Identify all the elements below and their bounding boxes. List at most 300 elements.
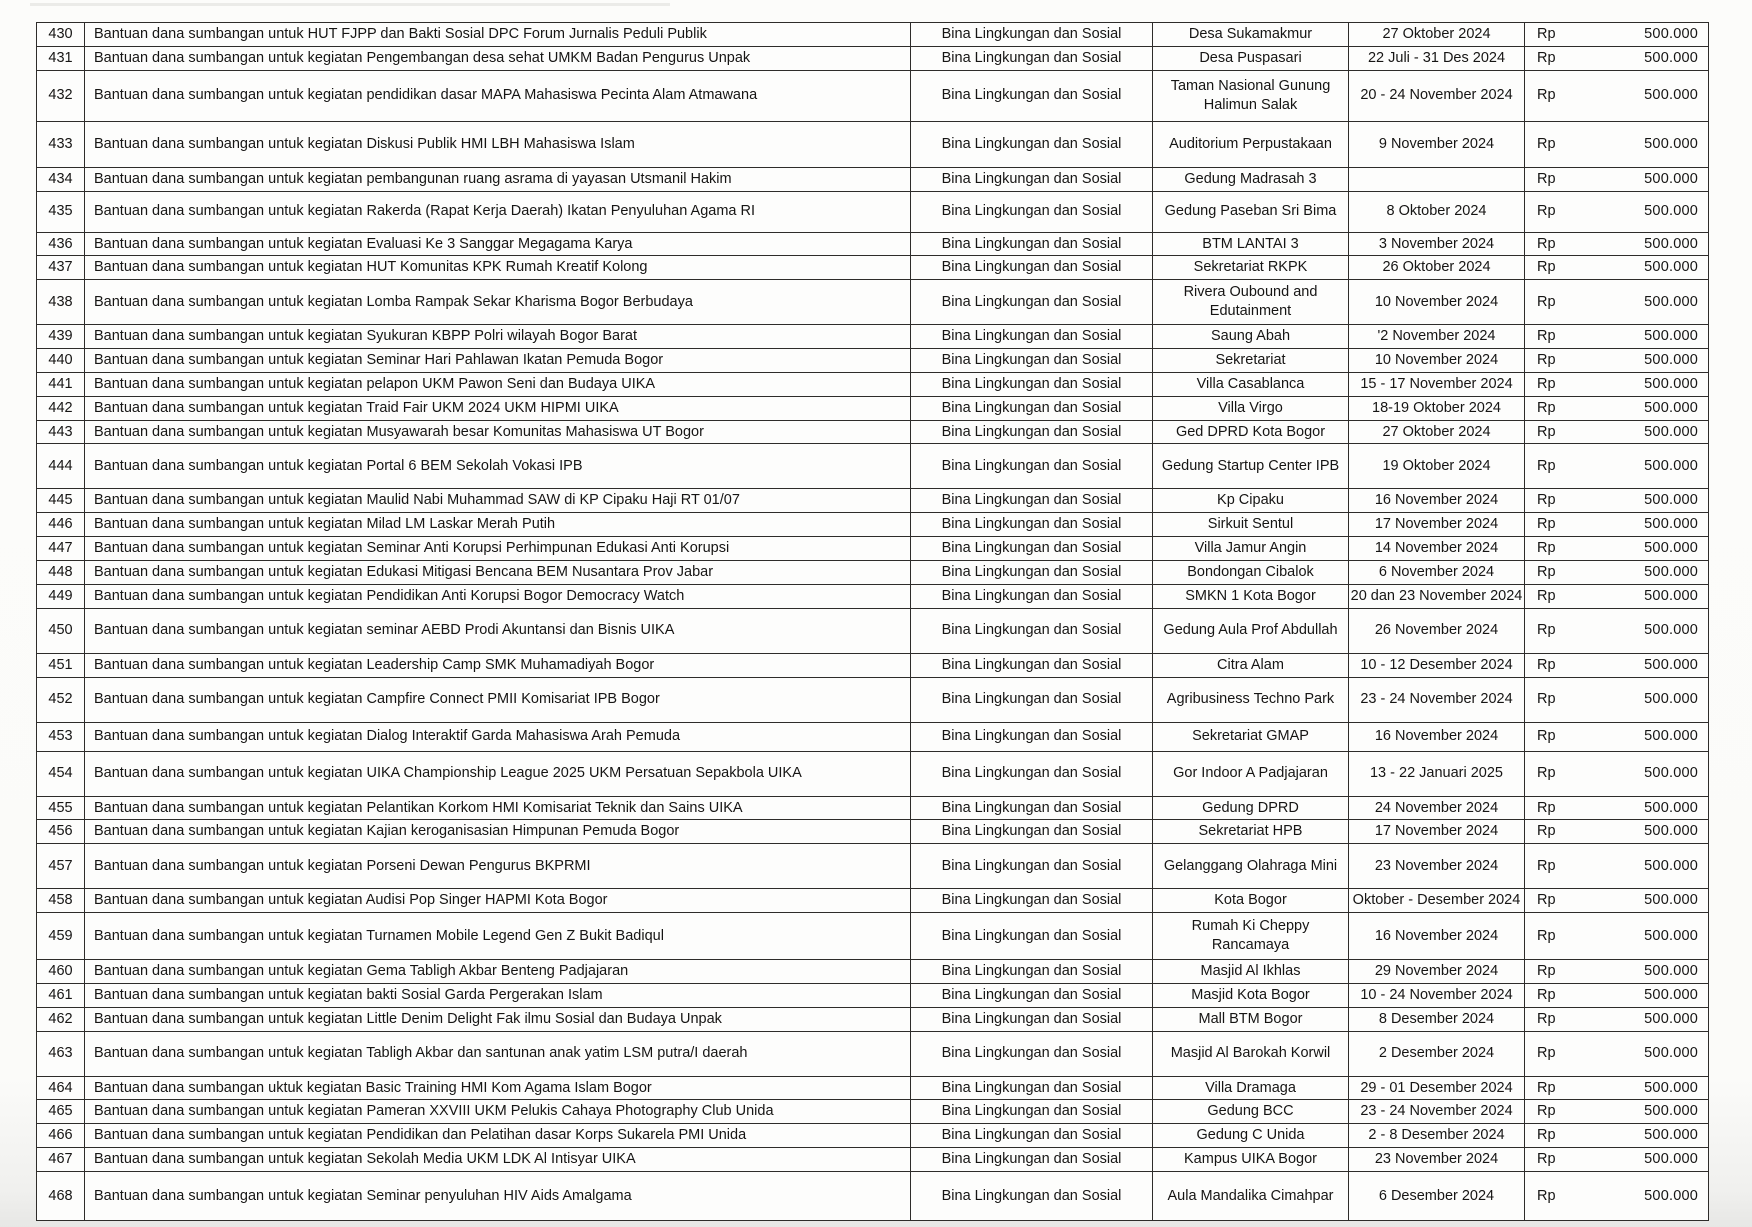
- currency-label: Rp: [1537, 492, 1556, 509]
- row-description-cell: Bantuan dana sumbangan untuk kegiatan seminar AEBD Prodi Akuntansi dan Bisnis UIKA: [85, 608, 911, 653]
- table-row: [37, 489, 1709, 513]
- currency-label: Rp: [1537, 587, 1556, 604]
- row-date-cell: 24 November 2024: [1349, 796, 1525, 820]
- row-amount-cell: [1525, 560, 1709, 584]
- row-category-cell: Bina Lingkungan dan Sosial: [911, 232, 1153, 256]
- row-amount-cell: [1525, 796, 1709, 820]
- table-row: [37, 444, 1709, 489]
- row-number-cell: 446: [37, 513, 85, 537]
- row-description-cell: Bantuan dana sumbangan untuk kegiatan pembangunan ruang asrama di yayasan Utsmanil Hakim: [85, 167, 911, 191]
- row-description-cell: Bantuan dana sumbangan untuk kegiatan Rakerda (Rapat Kerja Daerah) Ikatan Penyuluhan Agama RI: [85, 191, 911, 232]
- row-number-cell: 466: [37, 1124, 85, 1148]
- row-date-cell: 23 November 2024: [1349, 1148, 1525, 1172]
- row-category-cell: Bina Lingkungan dan Sosial: [911, 191, 1153, 232]
- currency-label: Rp: [1537, 352, 1556, 369]
- row-date-cell: 20 dan 23 November 2024: [1349, 584, 1525, 608]
- row-location-cell: Desa Puspasari: [1153, 46, 1349, 70]
- amount-wrapper: [1525, 621, 1708, 640]
- row-category-cell: Bina Lingkungan dan Sosial: [911, 1124, 1153, 1148]
- row-amount-cell: [1525, 232, 1709, 256]
- row-category-cell: Bina Lingkungan dan Sosial: [911, 889, 1153, 913]
- amount-value: 500.000: [1644, 1151, 1698, 1168]
- amount-wrapper: [1525, 690, 1708, 709]
- amount-wrapper: [1525, 962, 1708, 981]
- row-date-cell: 26 Oktober 2024: [1349, 256, 1525, 280]
- amount-value: 500.000: [1644, 1045, 1698, 1062]
- row-date-cell: 6 November 2024: [1349, 560, 1525, 584]
- row-number-cell: 441: [37, 372, 85, 396]
- row-description-cell: Bantuan dana sumbangan untuk kegiatan UIKA Championship League 2025 UKM Persatuan Sepakbola UIKA: [85, 751, 911, 796]
- currency-label: Rp: [1537, 1127, 1556, 1144]
- row-amount-cell: [1525, 372, 1709, 396]
- amount-value: 500.000: [1644, 1187, 1698, 1204]
- amount-value: 500.000: [1644, 823, 1698, 840]
- row-location-cell: Villa Dramaga: [1153, 1076, 1349, 1100]
- row-location-cell: Gedung Aula Prof Abdullah: [1153, 608, 1349, 653]
- row-category-cell: Bina Lingkungan dan Sosial: [911, 46, 1153, 70]
- currency-label: Rp: [1537, 170, 1556, 187]
- row-description-cell: Bantuan dana sumbangan untuk kegiatan Pelantikan Korkom HMI Komisariat Teknik dan Sains UIKA: [85, 796, 911, 820]
- row-amount-cell: [1525, 1076, 1709, 1100]
- row-location-cell: Citra Alam: [1153, 653, 1349, 677]
- row-category-cell: Bina Lingkungan dan Sosial: [911, 1007, 1153, 1031]
- row-description-cell: Bantuan dana sumbangan untuk kegiatan Diskusi Publik HMI LBH Mahasiswa Islam: [85, 121, 911, 167]
- row-number-cell: 440: [37, 349, 85, 373]
- amount-wrapper: [1525, 656, 1708, 675]
- table-row: [37, 722, 1709, 751]
- amount-wrapper: [1525, 822, 1708, 841]
- row-description-cell: Bantuan dana sumbangan untuk kegiatan Leadership Camp SMK Muhamadiyah Bogor: [85, 653, 911, 677]
- row-category-cell: Bina Lingkungan dan Sosial: [911, 751, 1153, 796]
- row-number-cell: 436: [37, 232, 85, 256]
- currency-label: Rp: [1537, 927, 1556, 944]
- row-number-cell: 455: [37, 796, 85, 820]
- row-category-cell: Bina Lingkungan dan Sosial: [911, 420, 1153, 444]
- amount-value: 500.000: [1644, 765, 1698, 782]
- row-description-cell: Bantuan dana sumbangan untuk kegiatan Pendidikan dan Pelatihan dasar Korps Sukarela PMI Unida: [85, 1124, 911, 1148]
- currency-label: Rp: [1537, 235, 1556, 252]
- amount-value: 500.000: [1644, 892, 1698, 909]
- row-date-cell: Oktober - Desember 2024: [1349, 889, 1525, 913]
- amount-value: 500.000: [1644, 203, 1698, 220]
- row-location-cell: Sirkuit Sentul: [1153, 513, 1349, 537]
- currency-label: Rp: [1537, 328, 1556, 345]
- row-location-cell: Sekretariat GMAP: [1153, 722, 1349, 751]
- row-amount-cell: [1525, 444, 1709, 489]
- row-number-cell: 430: [37, 23, 85, 47]
- amount-value: 500.000: [1644, 799, 1698, 816]
- row-description-cell: Bantuan dana sumbangan untuk kegiatan Edukasi Mitigasi Bencana BEM Nusantara Prov Jabar: [85, 560, 911, 584]
- currency-label: Rp: [1537, 87, 1556, 104]
- row-number-cell: 442: [37, 396, 85, 420]
- row-amount-cell: [1525, 167, 1709, 191]
- currency-label: Rp: [1537, 458, 1556, 475]
- amount-wrapper: [1525, 927, 1708, 946]
- row-date-cell: 23 November 2024: [1349, 844, 1525, 889]
- row-number-cell: 435: [37, 191, 85, 232]
- table-row: [37, 46, 1709, 70]
- row-location-cell: Gedung C Unida: [1153, 1124, 1349, 1148]
- amount-value: 500.000: [1644, 328, 1698, 345]
- amount-value: 500.000: [1644, 259, 1698, 276]
- row-location-cell: Kota Bogor: [1153, 889, 1349, 913]
- row-amount-cell: [1525, 1031, 1709, 1076]
- row-date-cell: 10 - 12 Desember 2024: [1349, 653, 1525, 677]
- row-location-cell: Kampus UIKA Bogor: [1153, 1148, 1349, 1172]
- row-category-cell: Bina Lingkungan dan Sosial: [911, 513, 1153, 537]
- row-number-cell: 458: [37, 889, 85, 913]
- amount-value: 500.000: [1644, 656, 1698, 673]
- amount-wrapper: [1525, 1010, 1708, 1029]
- currency-label: Rp: [1537, 1103, 1556, 1120]
- row-category-cell: Bina Lingkungan dan Sosial: [911, 722, 1153, 751]
- row-description-cell: Bantuan dana sumbangan untuk kegiatan Kajian keroganisasian Himpunan Pemuda Bogor: [85, 820, 911, 844]
- table-row: [37, 608, 1709, 653]
- table-row: [37, 1031, 1709, 1076]
- row-number-cell: 443: [37, 420, 85, 444]
- row-number-cell: 433: [37, 121, 85, 167]
- currency-label: Rp: [1537, 563, 1556, 580]
- row-category-cell: Bina Lingkungan dan Sosial: [911, 584, 1153, 608]
- row-number-cell: 451: [37, 653, 85, 677]
- amount-wrapper: [1525, 327, 1708, 346]
- row-description-cell: Bantuan dana sumbangan untuk kegiatan Seminar penyuluhan HIV Aids Amalgama: [85, 1171, 911, 1220]
- row-amount-cell: [1525, 513, 1709, 537]
- row-location-cell: Rivera Oubound and Edutainment: [1153, 280, 1349, 325]
- currency-label: Rp: [1537, 26, 1556, 42]
- row-description-cell: Bantuan dana sumbangan untuk kegiatan Sekolah Media UKM LDK Al Intisyar UIKA: [85, 1148, 911, 1172]
- row-description-cell: Bantuan dana sumbangan uktuk kegiatan Basic Training HMI Kom Agama Islam Bogor: [85, 1076, 911, 1100]
- table-row: [37, 121, 1709, 167]
- row-date-cell: 19 Oktober 2024: [1349, 444, 1525, 489]
- row-location-cell: Taman Nasional Gunung Halimun Salak: [1153, 70, 1349, 121]
- row-number-cell: 448: [37, 560, 85, 584]
- amount-value: 500.000: [1644, 622, 1698, 639]
- row-amount-cell: [1525, 608, 1709, 653]
- row-location-cell: Gedung BCC: [1153, 1100, 1349, 1124]
- row-date-cell: 29 - 01 Desember 2024: [1349, 1076, 1525, 1100]
- row-description-cell: Bantuan dana sumbangan untuk kegiatan pelapon UKM Pawon Seni dan Budaya UIKA: [85, 372, 911, 396]
- currency-label: Rp: [1537, 1151, 1556, 1168]
- table-row: [37, 751, 1709, 796]
- amount-value: 500.000: [1644, 1103, 1698, 1120]
- row-amount-cell: [1525, 256, 1709, 280]
- row-description-cell: Bantuan dana sumbangan untuk kegiatan Traid Fair UKM 2024 UKM HIPMI UIKA: [85, 396, 911, 420]
- row-location-cell: Villa Jamur Angin: [1153, 537, 1349, 561]
- amount-value: 500.000: [1644, 458, 1698, 475]
- row-amount-cell: [1525, 983, 1709, 1007]
- row-amount-cell: [1525, 191, 1709, 232]
- row-number-cell: 456: [37, 820, 85, 844]
- amount-wrapper: [1525, 293, 1708, 312]
- row-description-cell: Bantuan dana sumbangan untuk kegiatan Tabligh Akbar dan santunan anak yatim LSM putra/I daerah: [85, 1031, 911, 1076]
- row-category-cell: Bina Lingkungan dan Sosial: [911, 372, 1153, 396]
- row-date-cell: 10 November 2024: [1349, 280, 1525, 325]
- row-date-cell: 20 - 24 November 2024: [1349, 70, 1525, 121]
- currency-label: Rp: [1537, 986, 1556, 1003]
- row-location-cell: Masjid Kota Bogor: [1153, 983, 1349, 1007]
- row-date-cell: 16 November 2024: [1349, 489, 1525, 513]
- row-amount-cell: [1525, 722, 1709, 751]
- amount-wrapper: [1525, 258, 1708, 277]
- table-row: [37, 1124, 1709, 1148]
- row-amount-cell: [1525, 537, 1709, 561]
- amount-wrapper: [1525, 49, 1708, 68]
- currency-label: Rp: [1537, 203, 1556, 220]
- table-row: [37, 1076, 1709, 1100]
- row-date-cell: 14 November 2024: [1349, 537, 1525, 561]
- row-description-cell: Bantuan dana sumbangan untuk kegiatan Milad LM Laskar Merah Putih: [85, 513, 911, 537]
- row-amount-cell: [1525, 913, 1709, 960]
- table-row: [37, 560, 1709, 584]
- row-description-cell: Bantuan dana sumbangan untuk kegiatan Pengembangan desa sehat UMKM Badan Pengurus Unpak: [85, 46, 911, 70]
- amount-wrapper: [1525, 135, 1708, 154]
- row-location-cell: Saung Abah: [1153, 325, 1349, 349]
- amount-wrapper: [1525, 170, 1708, 189]
- row-date-cell: 13 - 22 Januari 2025: [1349, 751, 1525, 796]
- amount-value: 500.000: [1644, 293, 1698, 310]
- row-description-cell: Bantuan dana sumbangan untuk HUT FJPP dan Bakti Sosial DPC Forum Jurnalis Peduli Publik: [85, 23, 911, 47]
- row-amount-cell: [1525, 844, 1709, 889]
- currency-label: Rp: [1537, 293, 1556, 310]
- row-category-cell: Bina Lingkungan dan Sosial: [911, 796, 1153, 820]
- amount-value: 500.000: [1644, 135, 1698, 152]
- table-row: [37, 983, 1709, 1007]
- amount-wrapper: [1525, 1150, 1708, 1169]
- row-category-cell: Bina Lingkungan dan Sosial: [911, 167, 1153, 191]
- row-location-cell: SMKN 1 Kota Bogor: [1153, 584, 1349, 608]
- amount-wrapper: [1525, 986, 1708, 1005]
- row-number-cell: 439: [37, 325, 85, 349]
- table-row: [37, 1007, 1709, 1031]
- amount-wrapper: [1525, 1079, 1708, 1098]
- currency-label: Rp: [1537, 399, 1556, 416]
- row-date-cell: [1349, 167, 1525, 191]
- row-date-cell: 9 November 2024: [1349, 121, 1525, 167]
- row-date-cell: 8 Desember 2024: [1349, 1007, 1525, 1031]
- amount-wrapper: [1525, 86, 1708, 105]
- currency-label: Rp: [1537, 728, 1556, 745]
- row-location-cell: Sekretariat HPB: [1153, 820, 1349, 844]
- table-row: [37, 677, 1709, 722]
- row-category-cell: Bina Lingkungan dan Sosial: [911, 560, 1153, 584]
- row-location-cell: Agribusiness Techno Park: [1153, 677, 1349, 722]
- currency-label: Rp: [1537, 691, 1556, 708]
- row-number-cell: 454: [37, 751, 85, 796]
- currency-label: Rp: [1537, 857, 1556, 874]
- amount-wrapper: [1525, 587, 1708, 606]
- row-number-cell: 437: [37, 256, 85, 280]
- row-location-cell: Auditorium Perpustakaan: [1153, 121, 1349, 167]
- row-number-cell: 467: [37, 1148, 85, 1172]
- row-date-cell: 27 Oktober 2024: [1349, 420, 1525, 444]
- amount-value: 500.000: [1644, 1010, 1698, 1027]
- row-category-cell: Bina Lingkungan dan Sosial: [911, 325, 1153, 349]
- table-row: [37, 960, 1709, 984]
- row-number-cell: 447: [37, 537, 85, 561]
- row-description-cell: Bantuan dana sumbangan untuk kegiatan Pendidikan Anti Korupsi Bogor Democracy Watch: [85, 584, 911, 608]
- row-category-cell: Bina Lingkungan dan Sosial: [911, 23, 1153, 47]
- row-date-cell: 15 - 17 November 2024: [1349, 372, 1525, 396]
- donation-ledger-table: [36, 22, 1709, 1221]
- amount-wrapper: [1525, 515, 1708, 534]
- row-amount-cell: [1525, 280, 1709, 325]
- amount-value: 500.000: [1644, 170, 1698, 187]
- amount-wrapper: [1525, 351, 1708, 370]
- row-date-cell: 10 November 2024: [1349, 349, 1525, 373]
- row-category-cell: Bina Lingkungan dan Sosial: [911, 1148, 1153, 1172]
- currency-label: Rp: [1537, 1010, 1556, 1027]
- amount-wrapper: [1525, 539, 1708, 558]
- amount-value: 500.000: [1644, 927, 1698, 944]
- row-category-cell: Bina Lingkungan dan Sosial: [911, 653, 1153, 677]
- row-description-cell: Bantuan dana sumbangan untuk kegiatan HUT Komunitas KPK Rumah Kreatif Kolong: [85, 256, 911, 280]
- row-date-cell: 29 November 2024: [1349, 960, 1525, 984]
- currency-label: Rp: [1537, 540, 1556, 557]
- table-row: [37, 256, 1709, 280]
- row-date-cell: 6 Desember 2024: [1349, 1171, 1525, 1220]
- row-date-cell: 16 November 2024: [1349, 722, 1525, 751]
- row-number-cell: 468: [37, 1171, 85, 1220]
- table-row: [37, 844, 1709, 889]
- table-row: [37, 396, 1709, 420]
- amount-value: 500.000: [1644, 1127, 1698, 1144]
- row-description-cell: Bantuan dana sumbangan untuk kegiatan Audisi Pop Singer HAPMI Kota Bogor: [85, 889, 911, 913]
- row-description-cell: Bantuan dana sumbangan untuk kegiatan bakti Sosial Garda Pergerakan Islam: [85, 983, 911, 1007]
- row-category-cell: Bina Lingkungan dan Sosial: [911, 489, 1153, 513]
- table-row: [37, 889, 1709, 913]
- amount-wrapper: [1525, 202, 1708, 221]
- amount-wrapper: [1525, 764, 1708, 783]
- row-date-cell: 23 - 24 November 2024: [1349, 1100, 1525, 1124]
- amount-wrapper: [1525, 399, 1708, 418]
- amount-wrapper: [1525, 891, 1708, 910]
- row-location-cell: BTM LANTAI 3: [1153, 232, 1349, 256]
- row-number-cell: 450: [37, 608, 85, 653]
- row-description-cell: Bantuan dana sumbangan untuk kegiatan Campfire Connect PMII Komisariat IPB Bogor: [85, 677, 911, 722]
- row-location-cell: Aula Mandalika Cimahpar: [1153, 1171, 1349, 1220]
- amount-wrapper: [1525, 25, 1708, 44]
- row-category-cell: Bina Lingkungan dan Sosial: [911, 820, 1153, 844]
- row-category-cell: Bina Lingkungan dan Sosial: [911, 70, 1153, 121]
- row-location-cell: Kp Cipaku: [1153, 489, 1349, 513]
- currency-label: Rp: [1537, 1187, 1556, 1204]
- row-amount-cell: [1525, 349, 1709, 373]
- table-body: [37, 23, 1709, 1221]
- amount-value: 500.000: [1644, 49, 1698, 66]
- table-row: [37, 191, 1709, 232]
- row-number-cell: 445: [37, 489, 85, 513]
- row-date-cell: 10 - 24 November 2024: [1349, 983, 1525, 1007]
- table-row: [37, 913, 1709, 960]
- row-amount-cell: [1525, 1124, 1709, 1148]
- row-description-cell: Bantuan dana sumbangan untuk kegiatan Porseni Dewan Pengurus BKPRMI: [85, 844, 911, 889]
- row-date-cell: 27 Oktober 2024: [1349, 23, 1525, 47]
- row-date-cell: 16 November 2024: [1349, 913, 1525, 960]
- currency-label: Rp: [1537, 49, 1556, 66]
- row-amount-cell: [1525, 677, 1709, 722]
- row-description-cell: Bantuan dana sumbangan untuk kegiatan Dialog Interaktif Garda Mahasiswa Arah Pemuda: [85, 722, 911, 751]
- row-category-cell: Bina Lingkungan dan Sosial: [911, 844, 1153, 889]
- row-location-cell: Rumah Ki Cheppy Rancamaya: [1153, 913, 1349, 960]
- row-category-cell: Bina Lingkungan dan Sosial: [911, 444, 1153, 489]
- currency-label: Rp: [1537, 423, 1556, 440]
- row-date-cell: 22 Juli - 31 Des 2024: [1349, 46, 1525, 70]
- amount-value: 500.000: [1644, 516, 1698, 533]
- row-description-cell: Bantuan dana sumbangan untuk kegiatan Little Denim Delight Fak ilmu Sosial dan Budaya Unpak: [85, 1007, 911, 1031]
- row-amount-cell: [1525, 46, 1709, 70]
- amount-value: 500.000: [1644, 26, 1698, 42]
- row-location-cell: Sekretariat RKPK: [1153, 256, 1349, 280]
- row-date-cell: 23 - 24 November 2024: [1349, 677, 1525, 722]
- row-amount-cell: [1525, 584, 1709, 608]
- row-number-cell: 461: [37, 983, 85, 1007]
- row-number-cell: 434: [37, 167, 85, 191]
- row-category-cell: Bina Lingkungan dan Sosial: [911, 960, 1153, 984]
- currency-label: Rp: [1537, 799, 1556, 816]
- amount-wrapper: [1525, 799, 1708, 818]
- row-description-cell: Bantuan dana sumbangan untuk kegiatan Portal 6 BEM Sekolah Vokasi IPB: [85, 444, 911, 489]
- table-row: [37, 70, 1709, 121]
- amount-wrapper: [1525, 375, 1708, 394]
- row-number-cell: 432: [37, 70, 85, 121]
- table-row: [37, 584, 1709, 608]
- row-location-cell: Gedung Paseban Sri Bima: [1153, 191, 1349, 232]
- amount-value: 500.000: [1644, 375, 1698, 392]
- row-amount-cell: [1525, 751, 1709, 796]
- row-description-cell: Bantuan dana sumbangan untuk kegiatan Pameran XXVIII UKM Pelukis Cahaya Photography Club Unida: [85, 1100, 911, 1124]
- row-location-cell: Gedung DPRD: [1153, 796, 1349, 820]
- row-date-cell: '2 November 2024: [1349, 325, 1525, 349]
- row-category-cell: Bina Lingkungan dan Sosial: [911, 1171, 1153, 1220]
- row-number-cell: 444: [37, 444, 85, 489]
- currency-label: Rp: [1537, 375, 1556, 392]
- amount-value: 500.000: [1644, 399, 1698, 416]
- row-category-cell: Bina Lingkungan dan Sosial: [911, 396, 1153, 420]
- table-row: [37, 513, 1709, 537]
- row-category-cell: Bina Lingkungan dan Sosial: [911, 1100, 1153, 1124]
- amount-wrapper: [1525, 457, 1708, 476]
- row-description-cell: Bantuan dana sumbangan untuk kegiatan Musyawarah besar Komunitas Mahasiswa UT Bogor: [85, 420, 911, 444]
- table-row: [37, 537, 1709, 561]
- row-location-cell: Gelanggang Olahraga Mini: [1153, 844, 1349, 889]
- row-category-cell: Bina Lingkungan dan Sosial: [911, 121, 1153, 167]
- currency-label: Rp: [1537, 1045, 1556, 1062]
- table-row: [37, 232, 1709, 256]
- amount-value: 500.000: [1644, 728, 1698, 745]
- amount-wrapper: [1525, 491, 1708, 510]
- currency-label: Rp: [1537, 135, 1556, 152]
- row-date-cell: 17 November 2024: [1349, 820, 1525, 844]
- row-description-cell: Bantuan dana sumbangan untuk kegiatan Evaluasi Ke 3 Sanggar Megagama Karya: [85, 232, 911, 256]
- currency-label: Rp: [1537, 259, 1556, 276]
- row-date-cell: 17 November 2024: [1349, 513, 1525, 537]
- row-number-cell: 452: [37, 677, 85, 722]
- row-date-cell: 8 Oktober 2024: [1349, 191, 1525, 232]
- row-description-cell: Bantuan dana sumbangan untuk kegiatan Turnamen Mobile Legend Gen Z Bukit Badiqul: [85, 913, 911, 960]
- table-row: [37, 280, 1709, 325]
- row-location-cell: Desa Sukamakmur: [1153, 23, 1349, 47]
- row-description-cell: Bantuan dana sumbangan untuk kegiatan Lomba Rampak Sekar Kharisma Bogor Berbudaya: [85, 280, 911, 325]
- row-description-cell: Bantuan dana sumbangan untuk kegiatan pendidikan dasar MAPA Mahasiswa Pecinta Alam Atmawana: [85, 70, 911, 121]
- currency-label: Rp: [1537, 765, 1556, 782]
- row-location-cell: Sekretariat: [1153, 349, 1349, 373]
- currency-label: Rp: [1537, 622, 1556, 639]
- row-description-cell: Bantuan dana sumbangan untuk kegiatan Seminar Hari Pahlawan Ikatan Pemuda Bogor: [85, 349, 911, 373]
- row-date-cell: 3 November 2024: [1349, 232, 1525, 256]
- row-amount-cell: [1525, 325, 1709, 349]
- table-row: [37, 653, 1709, 677]
